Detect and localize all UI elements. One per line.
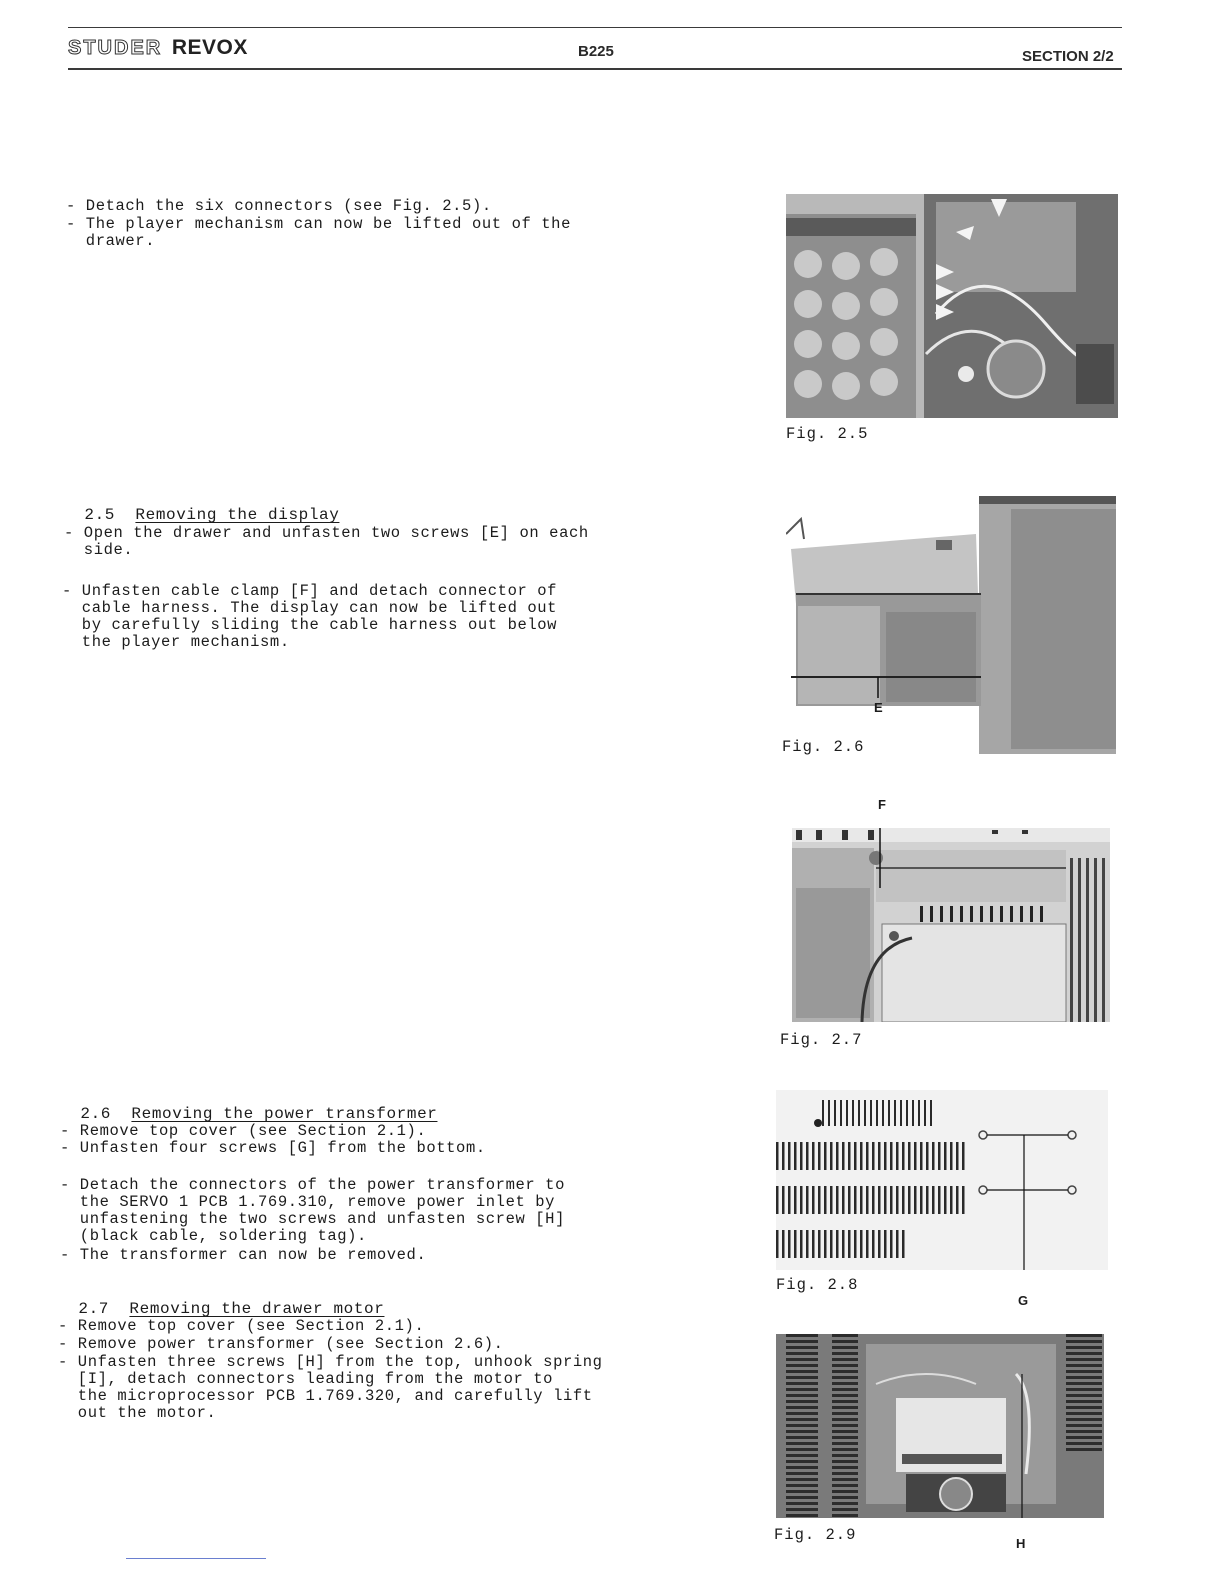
fig-2-8-photo — [776, 1090, 1108, 1270]
fig-2-6-label-e: E — [874, 700, 883, 715]
header-brand — [68, 36, 248, 60]
fig-2-8-label-g: G — [1018, 1293, 1029, 1308]
fig-2-5-photo — [786, 194, 1118, 418]
brand-revox: REVOX — [171, 36, 248, 59]
section-step: - Unfasten cable clamp [F] and detach connector of cable harness. The display can now be lifted out by carefully sliding the cable harness out below the player mechanism. — [62, 582, 558, 651]
fig-2-7-label-f: F — [878, 797, 886, 812]
intro-step: - The player mechanism can now be lifted out of the drawer. — [66, 215, 571, 250]
section-title: Removing the power transformer — [131, 1105, 438, 1123]
section-title: Removing the display — [135, 506, 340, 524]
section-step: - Remove power transformer (see Section 2.6). — [58, 1335, 504, 1353]
section-step: - Detach the connectors of the power transformer to the SERVO 1 PCB 1.769.310, remove power inlet by unfastening the two screws and unfasten screw [H] (black cable, soldering tag). — [60, 1176, 565, 1245]
section-number: 2.6 — [80, 1105, 112, 1123]
section-number: 2.7 — [78, 1300, 110, 1318]
header-top-rule — [68, 27, 1122, 28]
header-bottom-rule — [68, 68, 1122, 70]
section-step: - The transformer can now be removed. — [60, 1246, 427, 1264]
fig-2-7-photo — [792, 828, 1110, 1022]
section-title: Removing the drawer motor — [129, 1300, 385, 1318]
fig-2-8-caption: Fig. 2.8 — [776, 1276, 859, 1294]
section-heading-2-6 — [60, 1087, 437, 1123]
section-step: - Unfasten three screws [H] from the top, unhook spring [I], detach connectors leading from the motor to the microprocessor PCB 1.769.320, and carefully lift out the motor. — [58, 1353, 603, 1422]
fig-2-5-caption: Fig. 2.5 — [786, 425, 869, 443]
section-step: - Remove top cover (see Section 2.1). — [60, 1122, 427, 1140]
fig-2-6-caption: Fig. 2.6 — [782, 738, 865, 756]
fig-2-9-photo — [776, 1334, 1104, 1518]
header-model: B225 — [578, 43, 614, 60]
header-section: SECTION 2/2 — [1022, 48, 1114, 65]
fig-2-7-caption: Fig. 2.7 — [780, 1031, 863, 1049]
brand-studer: STUDER — [68, 37, 163, 59]
footnote-rule — [126, 1558, 266, 1559]
fig-2-6-photo — [786, 494, 1116, 754]
fig-2-9-label-h: H — [1016, 1536, 1026, 1551]
section-step: - Remove top cover (see Section 2.1). — [58, 1317, 425, 1335]
fig-2-9-caption: Fig. 2.9 — [774, 1526, 857, 1544]
section-heading-2-7 — [58, 1282, 384, 1318]
intro-step: - Detach the six connectors (see Fig. 2.5). — [66, 197, 492, 215]
section-step: - Unfasten four screws [G] from the bottom. — [60, 1139, 486, 1157]
section-heading-2-5 — [64, 488, 339, 524]
section-step: - Open the drawer and unfasten two screws [E] on each side. — [64, 524, 589, 559]
section-number: 2.5 — [84, 506, 116, 524]
